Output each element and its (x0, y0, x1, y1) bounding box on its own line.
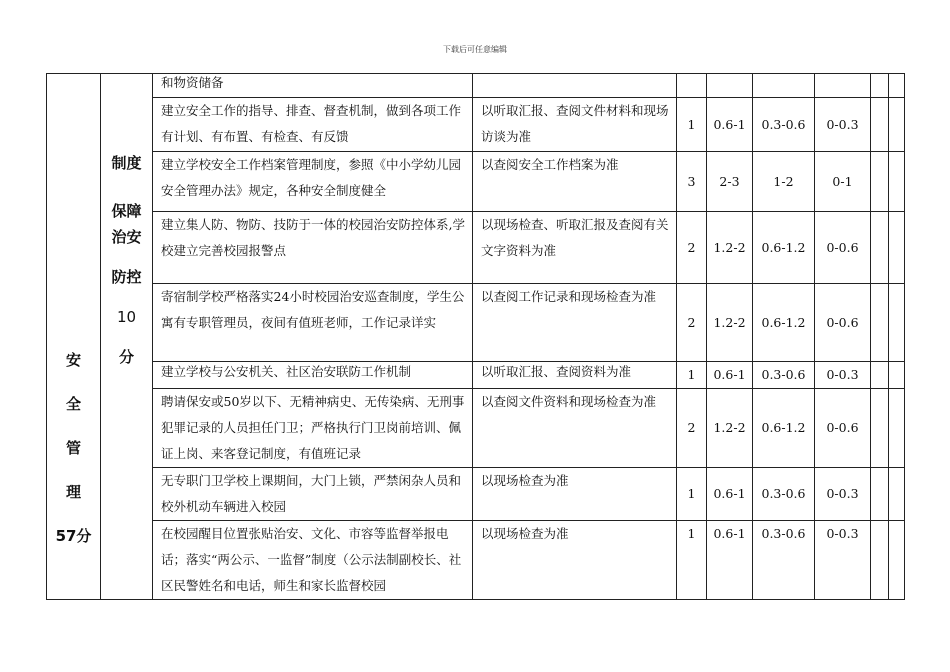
score-cell (677, 74, 707, 98)
empty-cell (871, 362, 889, 389)
subcategory-institution-cell (101, 74, 153, 212)
grade-a-cell: 2-3 (707, 152, 753, 212)
content-cell: 聘请保安或50岁以下、无精神病史、无传染病、无刑事犯罪记录的人员担任门卫；严格执行门卫岗前培训、佩证上岗、来客登记制度，有值班记录 (153, 389, 473, 468)
grade-c-cell: 0-0.3 (815, 98, 871, 152)
table-row (47, 212, 905, 284)
subcategory-line: 制度 (111, 154, 142, 172)
empty-cell (889, 389, 905, 468)
score-cell: 3 (677, 152, 707, 212)
subcategory-line: 防控 (111, 267, 142, 286)
grade-a-cell (707, 74, 753, 98)
empty-cell (871, 284, 889, 362)
grade-b-cell: 0.6-1.2 (753, 284, 815, 362)
method-cell: 以听取汇报、查阅资料为准 (473, 362, 677, 389)
score-cell: 1 (677, 468, 707, 521)
table-row (47, 389, 905, 468)
grade-b-cell: 0.3-0.6 (753, 521, 815, 600)
category-char: 管 (65, 439, 81, 457)
grade-b-cell: 0.3-0.6 (753, 362, 815, 389)
empty-cell (889, 468, 905, 521)
category-cell (47, 74, 101, 600)
category-char: 全 (65, 395, 81, 413)
empty-cell (871, 521, 889, 600)
empty-cell (889, 152, 905, 212)
grade-b-cell: 0.6-1.2 (753, 389, 815, 468)
grade-a-cell: 1.2-2 (707, 389, 753, 468)
grade-c-cell: 0-1 (815, 152, 871, 212)
grade-c-cell: 0-0.6 (815, 212, 871, 284)
empty-cell (871, 389, 889, 468)
grade-b-cell (753, 74, 815, 98)
method-cell: 以查阅文件资料和现场检查为准 (473, 389, 677, 468)
table-row (47, 362, 905, 389)
subcategory-line: 保障 (111, 201, 142, 220)
grade-c-cell (815, 74, 871, 98)
method-cell: 以现场检查、听取汇报及查阅有关文字资料为准 (473, 212, 677, 284)
content-cell: 寄宿制学校严格落实24小时校园治安巡查制度，学生公寓有专职管理员，夜间有值班老师，工作记录详实 (153, 284, 473, 362)
content-cell: 和物资储备 (153, 74, 473, 98)
category-label (47, 74, 100, 558)
score-cell: 1 (677, 362, 707, 389)
table-row (47, 284, 905, 362)
grade-c-cell: 0-0.3 (815, 468, 871, 521)
empty-cell (889, 74, 905, 98)
content-cell: 建立学校与公安机关、社区治安联防工作机制 (153, 362, 473, 389)
table-row (47, 152, 905, 212)
header-note: 下载后可任意编辑 (443, 45, 507, 54)
empty-cell (889, 98, 905, 152)
subcategory-security-label (101, 198, 152, 370)
content-cell: 建立学校安全工作档案管理制度，参照《中小学幼儿园安全管理办法》规定，各种安全制度健全 (153, 152, 473, 212)
subcategory-security-cell (101, 201, 153, 600)
grade-a-cell: 0.6-1 (707, 98, 753, 152)
score-cell: 2 (677, 212, 707, 284)
grade-b-cell: 0.3-0.6 (753, 98, 815, 152)
content-cell: 建立集人防、物防、技防于一体的校园治安防控体系,学校建立完善校园报警点 (153, 212, 473, 284)
category-char: 理 (65, 483, 81, 501)
method-cell: 以听取汇报、查阅文件材料和现场访谈为准 (473, 98, 677, 152)
grade-b-cell: 0.3-0.6 (753, 468, 815, 521)
empty-cell (871, 468, 889, 521)
empty-cell (889, 521, 905, 600)
grade-b-cell: 1-2 (753, 152, 815, 212)
content-cell: 无专职门卫学校上课期间，大门上锁，严禁闲杂人员和校外机动车辆进入校园 (153, 468, 473, 521)
empty-cell (871, 74, 889, 98)
content-cell: 在校园醒目位置张贴治安、文化、市容等监督举报电话；落实“两公示、一监督”制度（公示法制副校长、社区民警姓名和电话，师生和家长监督校园 (153, 521, 473, 600)
score-cell: 2 (677, 389, 707, 468)
subcategory-line: 分 (118, 347, 134, 366)
empty-cell (889, 362, 905, 389)
score-cell: 2 (677, 284, 707, 362)
method-cell: 以现场检查为准 (473, 468, 677, 521)
evaluation-table (46, 73, 905, 600)
subcategory-institution-label (101, 74, 152, 176)
score-cell: 1 (677, 98, 707, 152)
grade-c-cell: 0-0.6 (815, 284, 871, 362)
empty-cell (889, 284, 905, 362)
method-cell: 以查阅安全工作档案为准 (473, 152, 677, 212)
table-row (47, 74, 905, 98)
table-row (47, 521, 905, 600)
table-row (47, 468, 905, 521)
grade-a-cell: 0.6-1 (707, 468, 753, 521)
table-row (47, 98, 905, 152)
grade-c-cell: 0-0.6 (815, 389, 871, 468)
empty-cell (871, 152, 889, 212)
grade-c-cell: 0-0.3 (815, 362, 871, 389)
empty-cell (889, 212, 905, 284)
subcategory-line: 10 (116, 307, 137, 326)
grade-a-cell: 0.6-1 (707, 362, 753, 389)
subcategory-line: 治安 (111, 227, 142, 246)
grade-a-cell: 1.2-2 (707, 284, 753, 362)
grade-b-cell: 0.6-1.2 (753, 212, 815, 284)
grade-c-cell: 0-0.3 (815, 521, 871, 600)
method-cell: 以查阅工作记录和现场检查为准 (473, 284, 677, 362)
content-cell: 建立安全工作的指导、排查、督查机制，做到各项工作有计划、有布置、有检查、有反馈 (153, 98, 473, 152)
empty-cell (871, 98, 889, 152)
method-cell: 以现场检查为准 (473, 521, 677, 600)
category-char: 57分 (55, 527, 92, 545)
category-char: 安 (65, 351, 81, 369)
empty-cell (871, 212, 889, 284)
score-cell: 1 (677, 521, 707, 600)
grade-a-cell: 1.2-2 (707, 212, 753, 284)
method-cell (473, 74, 677, 98)
grade-a-cell: 0.6-1 (707, 521, 753, 600)
